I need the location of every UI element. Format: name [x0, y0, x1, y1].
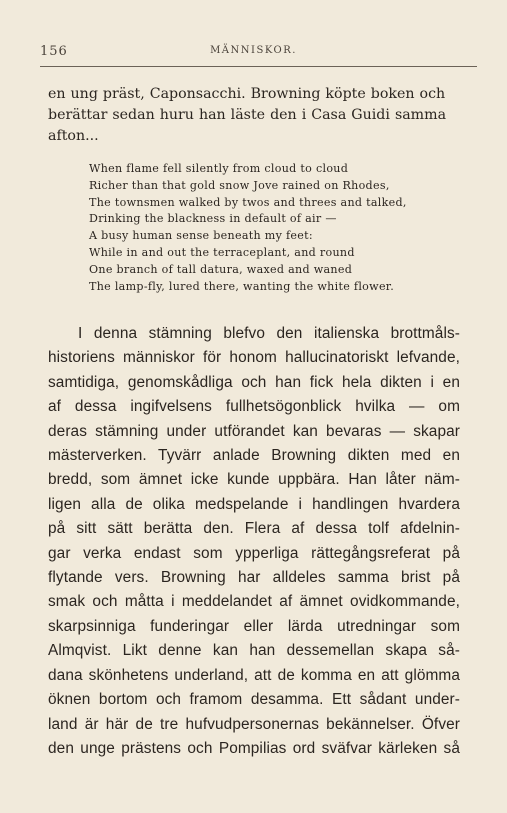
text-line: skarpsinniga funderingar eller lärda utredningar som — [48, 617, 460, 635]
text-line: historiens människor för honom hallucinatoriskt lefvande, — [48, 349, 460, 367]
text-line: land är här de tre hufvudpersonernas bekännelser. Öfver — [48, 715, 460, 733]
text-line: öknen bortom och framom desamma. Ett sådant under- — [48, 691, 460, 709]
text-line: dana skönhetens underland, att de komma en att glömma — [48, 666, 460, 684]
text-line: samtidiga, genomskådliga och han fick hela dikten i en — [48, 373, 460, 391]
poem-line: A busy human sense beneath my feet: — [89, 229, 313, 243]
poem-line: While in and out the terraceplant, and round — [89, 245, 355, 259]
text-line: en ung präst, Caponsacchi. Browning köpte boken och — [48, 86, 446, 102]
poem-quotation — [89, 161, 459, 295]
poem-line: One branch of tall datura, waxed and waned — [89, 262, 353, 276]
poem-line: When flame fell silently from cloud to cloud — [89, 162, 349, 175]
page-number: 156 — [40, 44, 68, 59]
body-paragraph — [48, 322, 460, 761]
lead-paragraph — [48, 84, 462, 147]
text-line: berättar sedan huru han läste den i Casa Guidi samma — [48, 107, 447, 123]
text-line: gar verka endast som ypperliga rättegångsreferat på — [48, 544, 460, 562]
text-line: smak och måtta i meddelandet af ämnet ovidkommande, — [48, 593, 460, 611]
text-line: afton... — [48, 128, 99, 144]
text-line: I denna stämning blefvo den italienska brottmåls- — [78, 325, 460, 342]
text-line: den unge prästens och Pompilias ord sväfvar kärleken så — [48, 739, 460, 757]
text-line: bredd, som ämnet icke kunde uppbära. Han låter näm- — [48, 471, 460, 489]
page-header — [40, 44, 467, 64]
poem-line: The townsmen walked by twos and threes and talked, — [89, 195, 407, 209]
text-line: ligen alla de olika medspelande i handlingen hvardera — [48, 495, 460, 513]
text-line: af dessa ingifvelsens fullhetsögonblick hvilka — om — [48, 398, 460, 416]
poem-line: The lamp-fly, lured there, wanting the white flower. — [89, 279, 395, 293]
text-line: Almqvist. Likt denne kan han dessemellan skapa så- — [48, 642, 460, 660]
poem-line: Drinking the blackness in default of air — — [89, 212, 337, 226]
text-line: mästerverken. Tyvärr anlade Browning dikten med en — [48, 447, 460, 465]
text-line: deras stämning under utförandet kan bevaras — skapar — [48, 422, 460, 440]
header-rule — [40, 66, 477, 67]
text-line: flytande vers. Browning har alldeles samma brist på — [48, 569, 460, 587]
poem-line: Richer than that gold snow Jove rained on Rhodes, — [89, 178, 390, 192]
running-title: MÄNNISKOR. — [210, 45, 297, 56]
text-line: på sitt sätt berätta den. Flera af dessa tolf afdelnin- — [48, 520, 460, 538]
